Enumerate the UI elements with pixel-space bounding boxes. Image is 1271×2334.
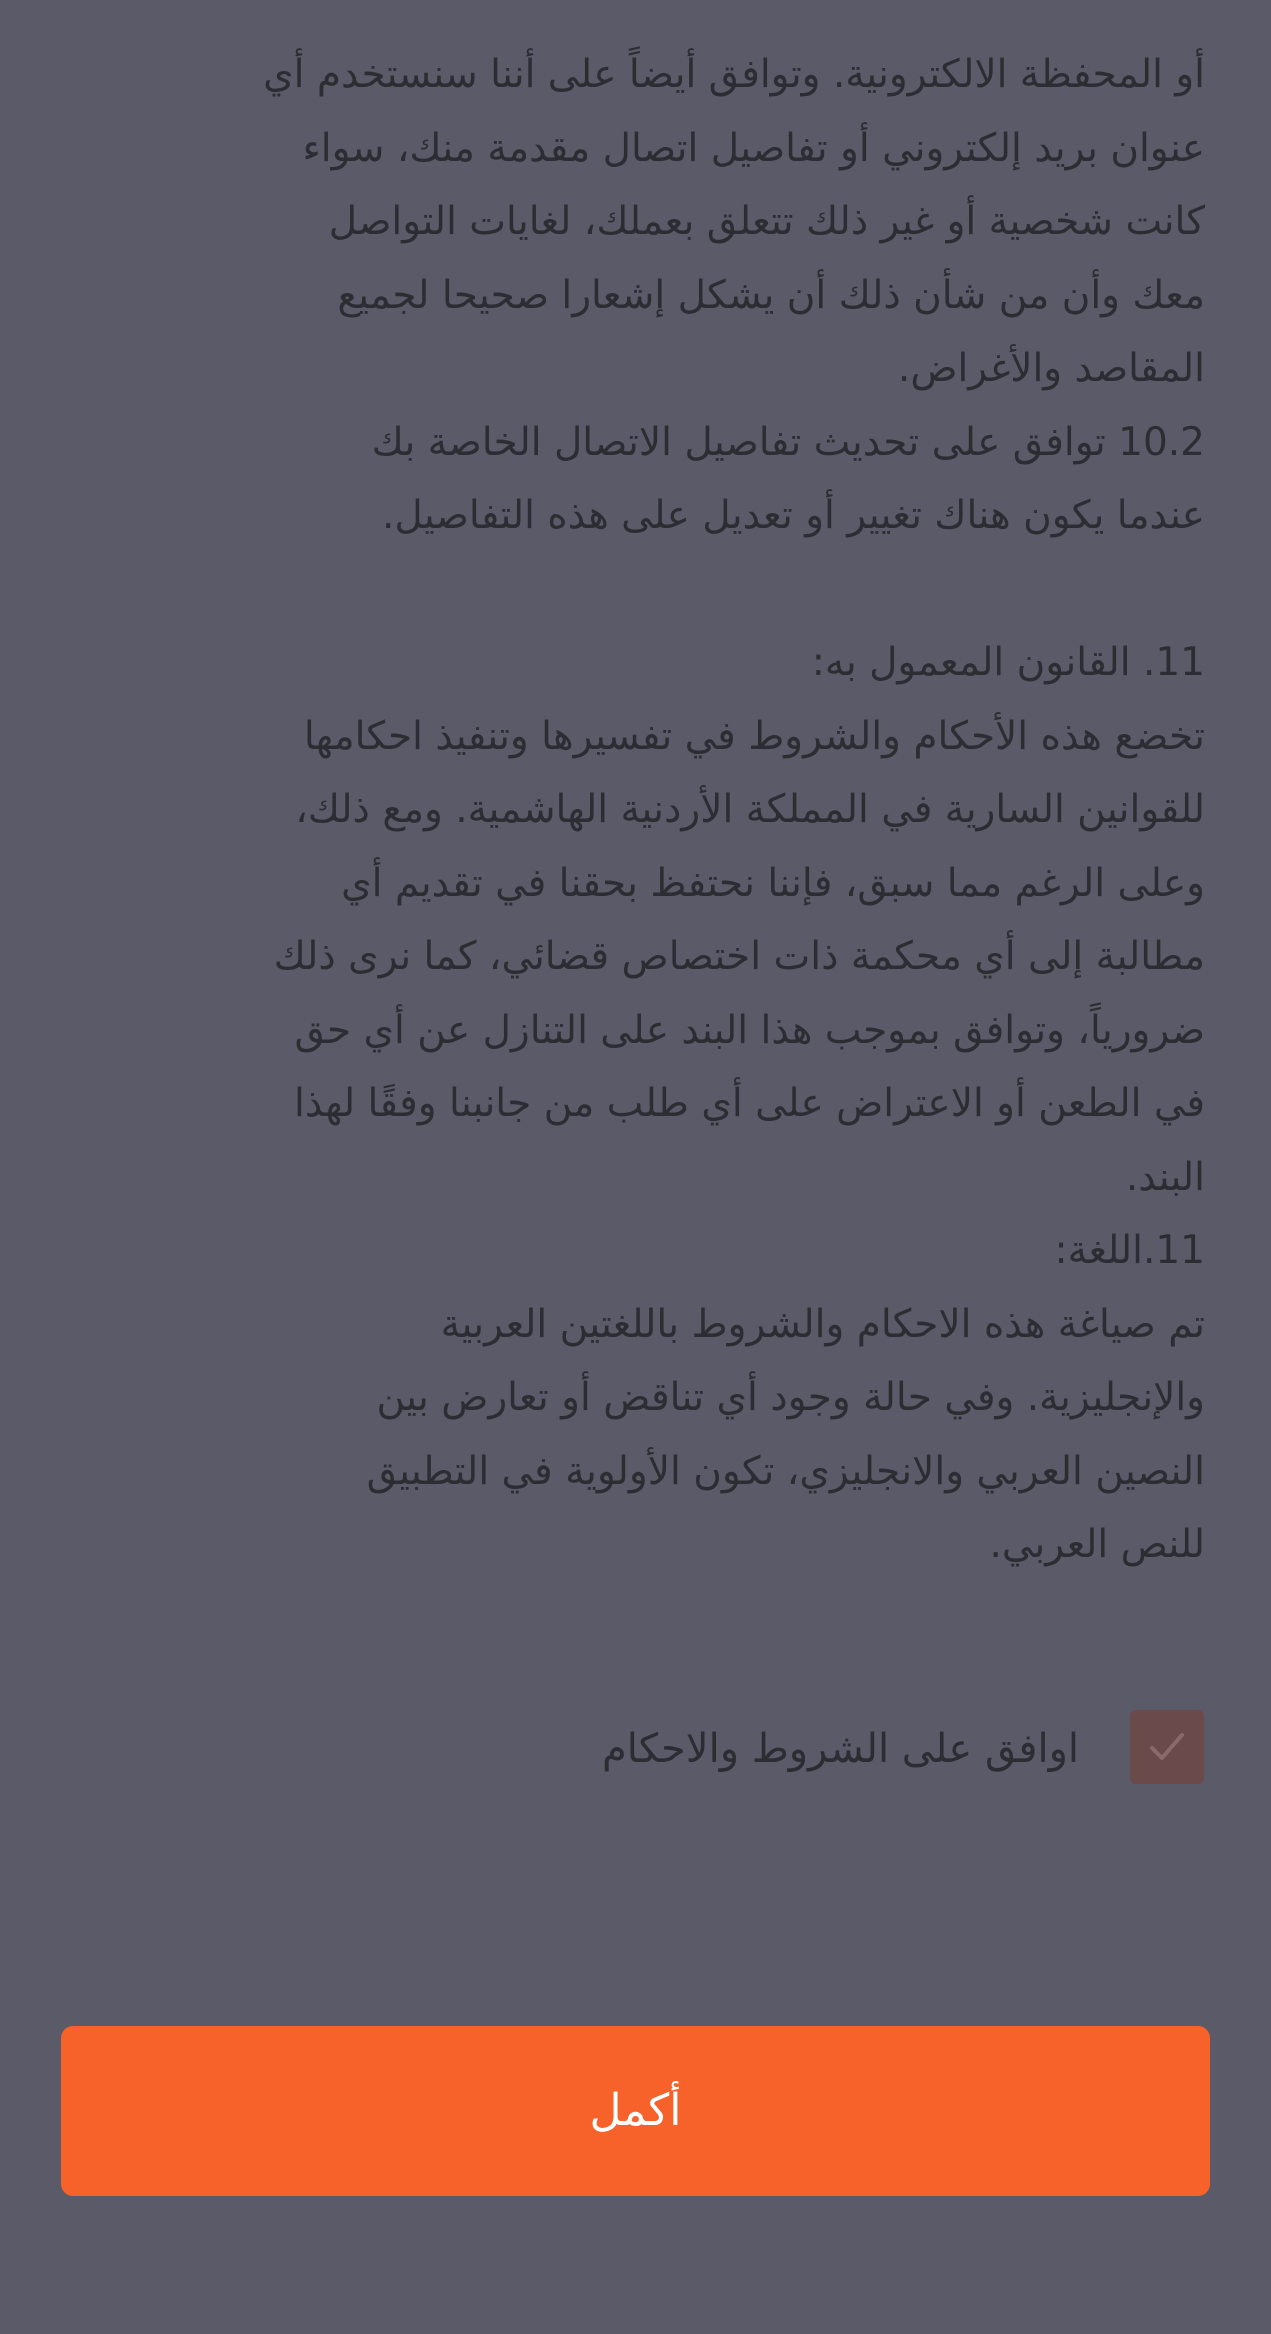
terms-line: ضرورياً، وتوافق بموجب هذا البند على التنازل عن أي حق — [294, 1007, 1205, 1053]
terms-line: عندما يكون هناك تغيير أو تعديل على هذه التفاصيل. — [382, 493, 1205, 538]
terms-paragraph-gap — [60, 553, 1205, 627]
continue-button[interactable] — [61, 2026, 1210, 2196]
terms-text — [60, 38, 1205, 1582]
terms-line: في الطعن أو الاعتراض على أي طلب من جانبنا وفقًا لهذا — [293, 1081, 1205, 1126]
agree-terms-label[interactable]: اوافق على الشروط والاحكام — [602, 1726, 1079, 1772]
terms-line: المقاصد والأغراض. — [897, 346, 1205, 391]
terms-line: تخضع هذه الأحكام والشروط في تفسيرها وتنفيذ احكامها — [303, 713, 1205, 759]
check-icon — [1149, 1730, 1185, 1764]
agree-terms-row — [0, 1710, 1271, 1788]
terms-line: وعلى الرغم مما سبق، فإننا نحتفظ بحقنا في تقديم أي — [341, 860, 1205, 906]
terms-line: البند. — [1125, 1154, 1205, 1200]
terms-line: للنص العربي. — [989, 1522, 1205, 1567]
terms-line: تم صياغة هذه الاحكام والشروط باللغتين العربية — [440, 1301, 1205, 1347]
terms-line: النصين العربي والانجليزي، تكون الأولوية في التطبيق — [366, 1448, 1205, 1494]
terms-line: مطالبة إلى أي محكمة ذات اختصاص قضائي، كما نرى ذلك — [273, 934, 1205, 979]
terms-line: والإنجليزية. وفي حالة وجود أي تناقض أو تعارض بين — [376, 1375, 1205, 1420]
continue-button-label: أكمل — [589, 2085, 682, 2136]
terms-line: كانت شخصية أو غير ذلك تتعلق بعملك، لغايات التواصل — [328, 199, 1205, 244]
terms-line: عنوان بريد إلكتروني أو تفاصيل اتصال مقدمة منك، سواء — [302, 125, 1205, 171]
terms-line: معك وأن من شأن ذلك أن يشكل إشعارا صحيحا لجميع — [337, 272, 1205, 318]
section-heading: 11. القانون المعمول به: — [811, 640, 1205, 685]
section-heading: 11.اللغة: — [1054, 1228, 1205, 1273]
terms-line: أو المحفظة الالكترونية. وتوافق أيضاً على أننا سنستخدم أي — [263, 52, 1205, 97]
terms-line: 10.2 توافق على تحديث تفاصيل الاتصال الخاصة بك — [371, 419, 1205, 465]
terms-line: للقوانين السارية في المملكة الأردنية الهاشمية. ومع ذلك، — [295, 787, 1205, 832]
agree-checkbox[interactable] — [1130, 1710, 1204, 1784]
